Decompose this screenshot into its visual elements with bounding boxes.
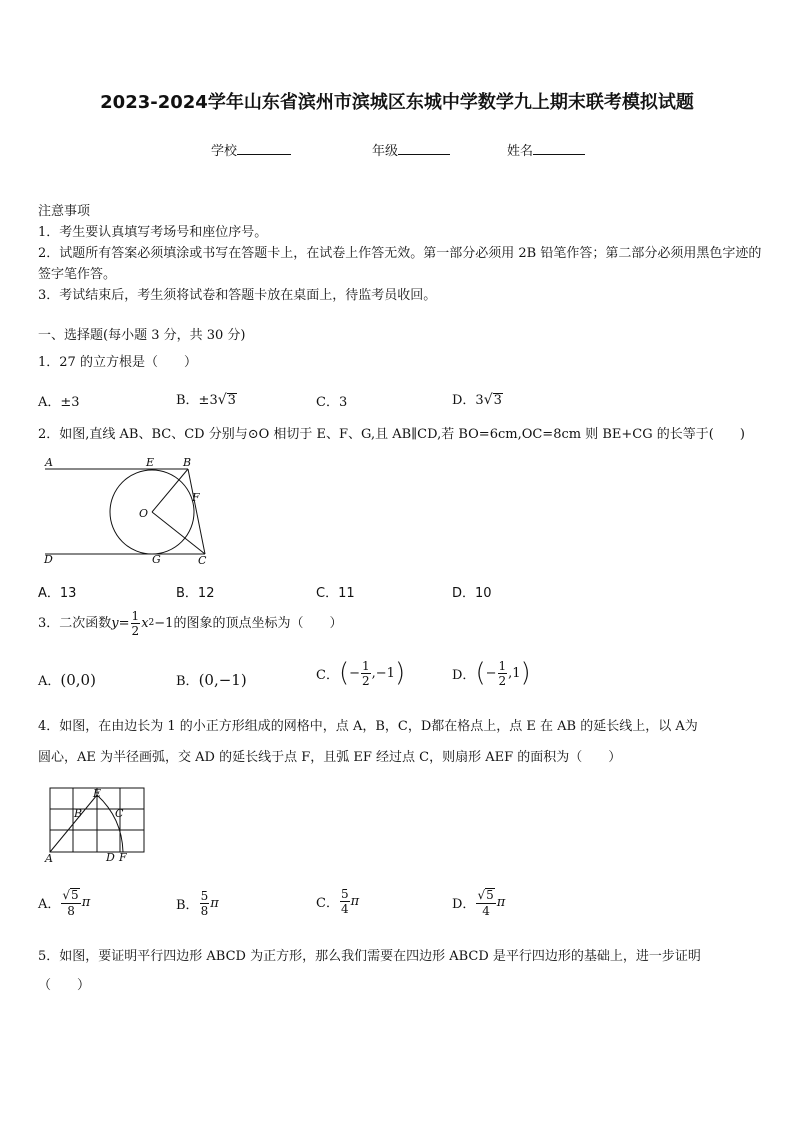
arc-ef [97, 795, 123, 852]
q3-fraction-den: 2 [131, 624, 140, 638]
q3-fraction-num: 1 [131, 609, 140, 623]
notice-item: 3．考试结束后，考生须将试卷和答题卡放在桌面上，待监考员收回。 [38, 288, 437, 303]
label-o: O [139, 507, 149, 520]
label-f: F [192, 491, 200, 504]
question-4-line-1: 4．如图，在由边长为 1 的小正方形组成的网格中，点 A，B，C，D都在格点上，点 E 在 AB 的延长线上，以 A为 [38, 719, 698, 734]
school-field [211, 140, 291, 159]
label-c: C [115, 807, 124, 820]
grade-label: 年级 [372, 144, 399, 159]
q3-exponent: 2 [148, 618, 155, 628]
q1-option-b: B．±3√3 [176, 392, 236, 408]
q2-option-a: A．13 [38, 586, 77, 601]
q3-option-d-rest: ,1 [508, 665, 521, 681]
q4-option-a-num: 5 [71, 888, 79, 902]
name-field [507, 140, 585, 159]
q3-stem-prefix: 3．二次函数 [38, 616, 112, 631]
q3-option-d-label: D． [452, 667, 476, 683]
question-5-line-2: （ ） [38, 978, 91, 993]
label-a: A [45, 852, 53, 865]
q4-option-c-num: 5 [340, 887, 349, 901]
q1-option-b-radicand: 3 [227, 393, 236, 408]
label-c: C [198, 554, 207, 567]
label-b: B [183, 456, 192, 469]
grid-sector-figure [42, 783, 152, 868]
q4-option-a: A． $\frac{√5}{8}$ π [38, 888, 91, 919]
label-g: G [152, 553, 161, 566]
q3-option-b-value: (0,−1) [198, 671, 247, 689]
q3-option-c-num: 1 [362, 658, 370, 673]
q2-option-c: C．11 [316, 586, 355, 601]
q3-stem-suffix: 的图象的顶点坐标为（ ） [173, 616, 343, 631]
q1-option-d-radicand: 3 [493, 393, 502, 408]
q3-option-c-rest: ,−1 [371, 665, 395, 681]
q1-option-d-text: D．3 [452, 393, 484, 408]
grade-field [372, 140, 450, 159]
pi-symbol: π [81, 895, 91, 911]
name-label: 姓名 [507, 144, 534, 159]
q2-option-b: B．12 [176, 586, 215, 601]
q1-option-a: A．±3 [38, 395, 80, 410]
q4-option-c [316, 888, 359, 915]
q3-equals: = [118, 616, 130, 631]
segment-ob [152, 469, 188, 512]
q4-option-c-den: 4 [340, 902, 349, 916]
label-f: F [119, 851, 127, 864]
q3-option-c: C． ( − $\frac{1}{2}$ ,−1 ) [316, 658, 406, 688]
q3-option-c-sign: − [349, 665, 361, 681]
question-2-stem: 2．如图,直线 AB、BC、CD 分别与⊙O 相切于 E、F、G,且 AB∥CD,若 BO=6cm,OC=8cm 则 BE+CG 的长等于( ) [38, 427, 745, 442]
q4-option-d-num: 5 [486, 888, 494, 902]
question-4-line-2: 圆心，AE 为半径画弧，交 AD 的延长线于点 F，且弧 EF 经过点 C，则扇形 AEF 的面积为（ ） [38, 750, 622, 765]
q1-option-c: C．3 [316, 395, 348, 410]
notice-heading: 注意事项 [38, 204, 91, 219]
q3-option-d-num: 1 [498, 658, 507, 673]
q3-var-x: x [141, 616, 149, 631]
pi-symbol: π [350, 894, 360, 909]
notice-item: 2．试题所有答案必须填涂或书写在答题卡上，在试卷上作答无效。第一部分必须用 2B 铅笔作答；第二部分必须用黑色字迹的签字笔作答。 [38, 246, 762, 282]
q3-fraction [131, 610, 141, 637]
q3-option-d-den: 2 [498, 673, 507, 688]
q4-option-a-label: A． [38, 897, 61, 913]
line-bc [188, 469, 205, 554]
label-d: D [106, 851, 115, 864]
q2-option-d: D．10 [452, 586, 492, 601]
q3-option-a-value: (0,0) [60, 671, 96, 689]
q4-option-b [176, 890, 219, 917]
q3-option-c-label: C． [316, 667, 339, 683]
q4-option-c-label: C． [316, 896, 339, 911]
q3-option-a [38, 670, 96, 689]
q3-option-b-label: B． [176, 674, 199, 689]
q4-option-d-den: 4 [482, 904, 490, 919]
section-heading: 一、选择题(每小题 3 分，共 30 分) [38, 328, 246, 343]
q3-option-c-den: 2 [362, 673, 370, 688]
question-1-stem: 1．27 的立方根是（ ） [38, 355, 197, 370]
q4-option-a-den: 8 [67, 904, 75, 919]
label-a: A [45, 456, 53, 469]
school-blank [237, 142, 291, 155]
q1-option-d: D．3√3 [452, 392, 502, 408]
label-d: D [44, 553, 53, 566]
q4-option-b-den: 8 [200, 904, 209, 918]
q4-option-d-label: D． [452, 897, 476, 913]
notice-section [38, 201, 763, 306]
q3-option-d-sign: − [485, 665, 497, 681]
q3-constant: −1 [154, 616, 174, 631]
q3-option-a-label: A． [38, 674, 61, 689]
q4-option-b-num: 5 [200, 889, 209, 903]
q3-option-d: D． ( − $\frac{1}{2}$ ,1 ) [452, 658, 531, 688]
q4-option-d: D． $\frac{√5}{4}$ π [452, 888, 506, 919]
grade-blank [398, 142, 450, 155]
label-e: E [93, 787, 102, 800]
q3-option-b [176, 670, 247, 689]
question-3-stem [38, 610, 342, 637]
pi-symbol: π [496, 895, 506, 911]
segment-oc [152, 512, 205, 554]
exam-title: 2023-2024学年山东省滨州市滨城区东城中学数学九上期末联考模拟试题 [100, 92, 694, 113]
q4-option-b-label: B． [176, 898, 199, 913]
q1-option-b-text: B．±3 [176, 393, 218, 408]
tangent-circle-figure [40, 455, 220, 570]
label-b: B [74, 807, 83, 820]
pi-symbol: π [210, 896, 219, 911]
name-blank [533, 142, 585, 155]
question-5-line-1: 5．如图，要证明平行四边形 ABCD 为正方形，那么我们需要在四边形 ABCD 是平行四边形的基础上，进一步证明 [38, 949, 701, 964]
q3-var-y: y [111, 616, 119, 631]
notice-item: 1．考生要认真填写考场号和座位序号。 [38, 225, 268, 240]
school-label: 学校 [211, 144, 238, 159]
label-e: E [146, 456, 155, 469]
